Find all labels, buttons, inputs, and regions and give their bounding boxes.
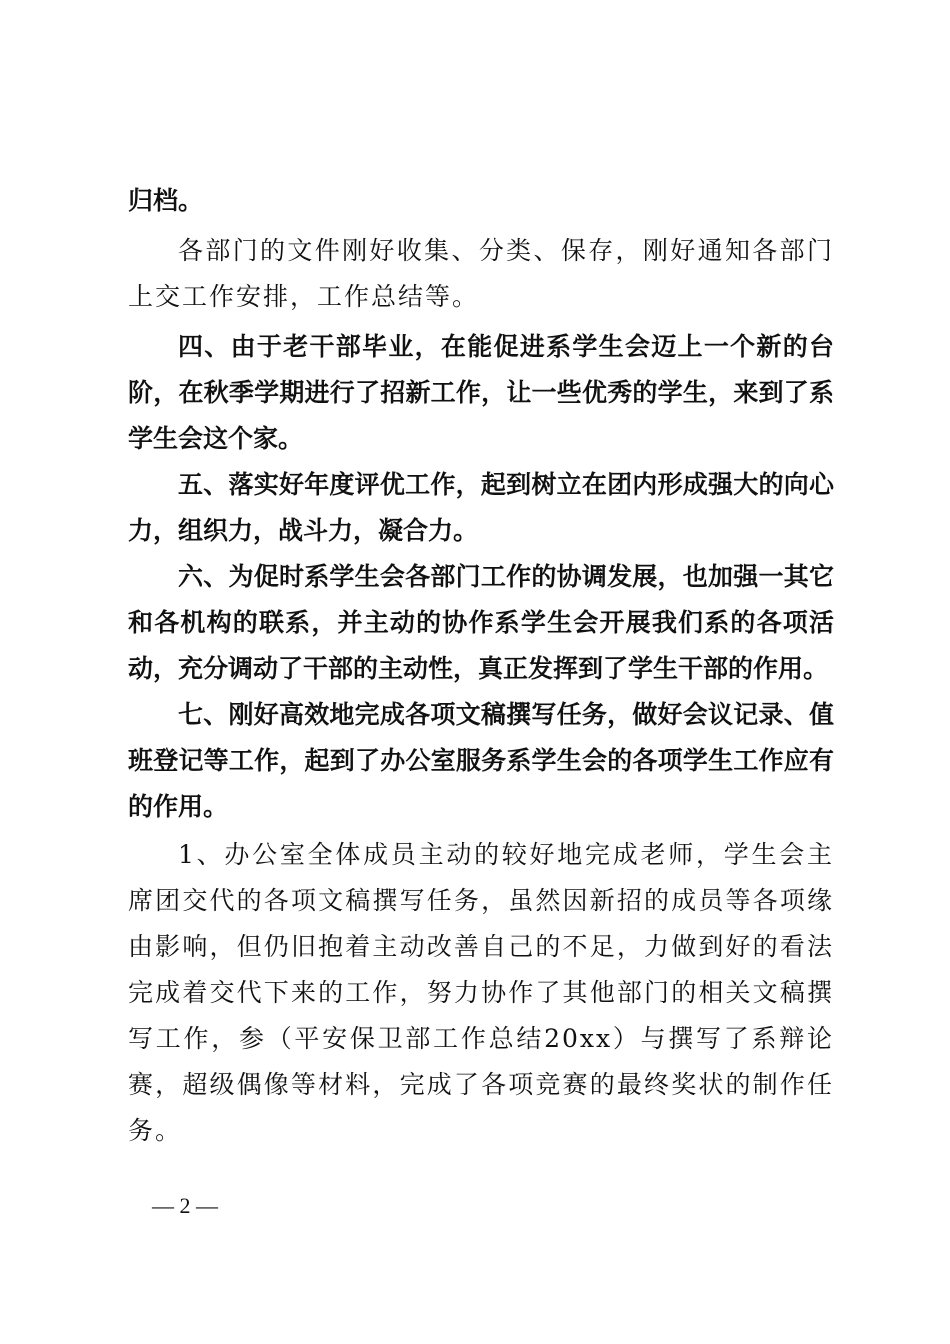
paragraph-subitem-one: 1、办公室全体成员主动的较好地完成老师，学生会主席团交代的各项文稿撰写任务，虽然因新招的成员等各项缘由影响，但仍旧抱着主动改善自己的不足，力做到好的看法完成着交代下来的工作，努力协作了其他部门的相关文稿撰写工作，参（平安保卫部工作总结20xx）与撰写了系辩论赛，超级偶像等材料，完成了各项竞赛的最终奖状的制作任务。 xyxy=(128,840,834,1145)
paragraph-file-archiving: 各部门的文件刚好收集、分类、保存，刚好通知各部门上交工作安排，工作总结等。 xyxy=(128,236,834,311)
paragraph-item-six: 六、为促时系学生会各部门工作的协调发展，也加强一其它和各机构的联系，并主动的协作系学生会开展我们系的各项活动，充分调动了干部的主动性，真正发挥到了学生干部的作用。 xyxy=(128,562,834,683)
paragraph-item-four: 四、由于老干部毕业，在能促进系学生会迈上一个新的台阶，在秋季学期进行了招新工作，让一些优秀的学生，来到了系学生会这个家。 xyxy=(128,332,834,453)
page-number: — 2 — xyxy=(152,1193,218,1218)
paragraph-item-five: 五、落实好年度评优工作，起到树立在团内形成强大的向心力，组织力，战斗力，凝合力。 xyxy=(128,470,834,545)
document-body xyxy=(128,178,834,1154)
paragraph-continuation: 归档。 xyxy=(128,186,204,215)
paragraph-item-seven: 七、刚好高效地完成各项文稿撰写任务，做好会议记录、值班登记等工作，起到了办公室服务系学生会的各项学生工作应有的作用。 xyxy=(128,700,834,821)
